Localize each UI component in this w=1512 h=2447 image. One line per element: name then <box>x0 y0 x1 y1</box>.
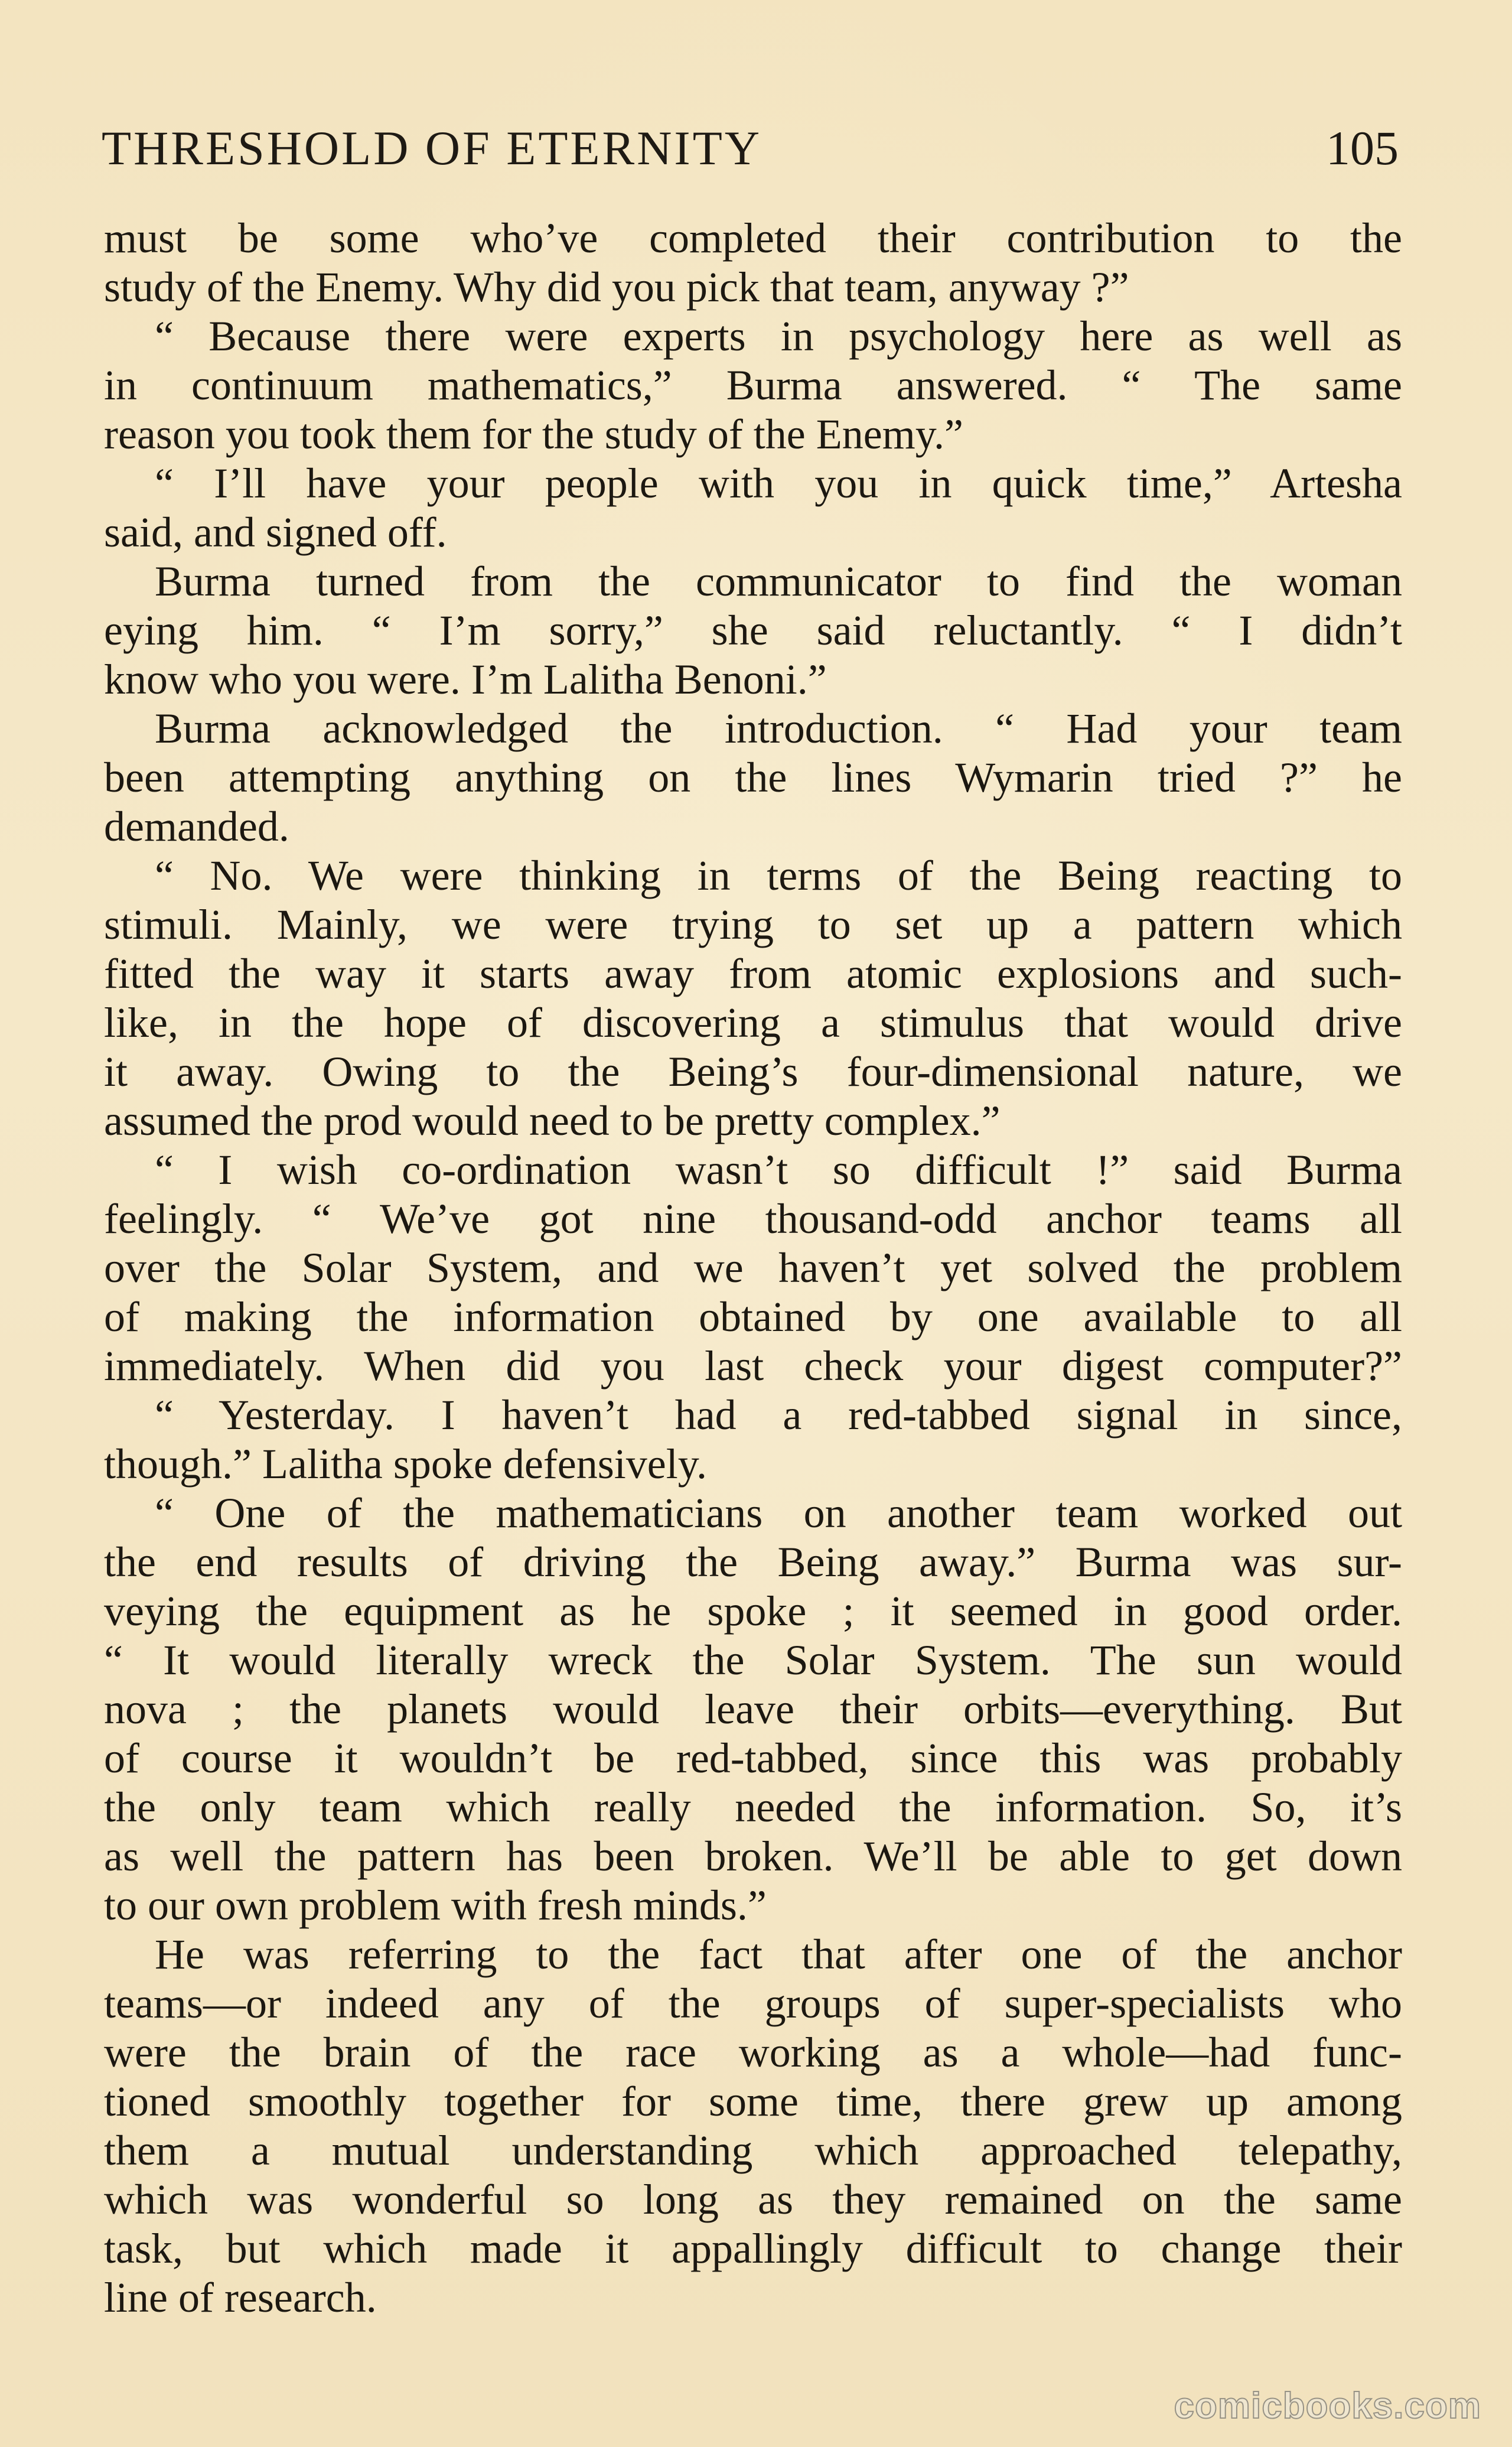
text-line: “ One of the mathematicians on another team worked out <box>155 1489 1402 1537</box>
text-line: though.” Lalitha spoke defensively. <box>104 1440 708 1488</box>
text-line: feelingly. “ We’ve got nine thousand-odd anchor teams all <box>104 1195 1402 1242</box>
text-line: been attempting anything on the lines Wymarin tried ?” he <box>104 754 1402 801</box>
text-line: fitted the way it starts away from atomic explosions and such- <box>104 950 1402 997</box>
text-line: Burma turned from the communicator to find the woman <box>155 558 1402 605</box>
text-line: to our own problem with fresh minds.” <box>104 1882 767 1929</box>
site-watermark: comicbooks.com <box>1174 2386 1481 2426</box>
text-line: “ I’ll have your people with you in quick time,” Artesha <box>155 460 1402 507</box>
text-line: line of research. <box>104 2274 377 2321</box>
text-line: demanded. <box>104 803 289 850</box>
running-title: THRESHOLD OF ETERNITY <box>102 121 762 175</box>
text-line: tioned smoothly together for some time, there grew up among <box>104 2078 1402 2125</box>
text-line: said, and signed off. <box>104 509 447 556</box>
text-line: assumed the prod would need to be pretty complex.” <box>104 1097 1001 1144</box>
text-line: them a mutual understanding which approached telepathy, <box>104 2127 1402 2174</box>
text-line: “ Because there were experts in psychology here as well as <box>155 313 1402 360</box>
text-line: know who you were. I’m Lalitha Benoni.” <box>104 656 827 703</box>
text-line: He was referring to the fact that after one of the anchor <box>155 1931 1402 1978</box>
text-line: were the brain of the race working as a whole—had func- <box>104 2029 1402 2076</box>
text-line: as well the pattern has been broken. We’ll be able to get down <box>104 1833 1402 1880</box>
text-line: task, but which made it appallingly difficult to change their <box>104 2225 1402 2272</box>
text-line: Burma acknowledged the introduction. “ Had your team <box>155 705 1402 752</box>
page-number: 105 <box>1326 121 1399 175</box>
text-line: “ Yesterday. I haven’t had a red-tabbed signal in since, <box>155 1391 1402 1439</box>
text-line: eying him. “ I’m sorry,” she said reluctantly. “ I didn’t <box>104 607 1402 654</box>
text-line: it away. Owing to the Being’s four-dimensional nature, we <box>104 1048 1402 1095</box>
text-line: immediately. When did you last check your digest computer?” <box>104 1342 1402 1390</box>
text-line: of making the information obtained by one available to all <box>104 1293 1402 1340</box>
running-head <box>102 116 1399 181</box>
text-line: stimuli. Mainly, we were trying to set up a pattern which <box>104 901 1402 948</box>
text-line: over the Solar System, and we haven’t yet solved the problem <box>104 1244 1402 1291</box>
text-line: the only team which really needed the information. So, it’s <box>104 1784 1402 1831</box>
text-line: like, in the hope of discovering a stimulus that would drive <box>104 999 1402 1046</box>
body-text <box>104 214 1402 2322</box>
text-line: teams—or indeed any of the groups of super-specialists who <box>104 1980 1402 2027</box>
text-line: “ I wish co-ordination wasn’t so difficult !” said Burma <box>155 1146 1402 1193</box>
text-line: reason you took them for the study of the Enemy.” <box>104 411 963 458</box>
text-line: study of the Enemy. Why did you pick that team, anyway ?” <box>104 263 1129 311</box>
text-line: “ It would literally wreck the Solar System. The sun would <box>104 1636 1402 1684</box>
text-line: “ No. We were thinking in terms of the Being reacting to <box>155 852 1402 899</box>
text-line: of course it wouldn’t be red-tabbed, since this was probably <box>104 1735 1402 1782</box>
text-line: in continuum mathematics,” Burma answered. “ The same <box>104 362 1402 409</box>
text-line: nova ; the planets would leave their orbits—everything. But <box>104 1685 1402 1733</box>
text-line: veying the equipment as he spoke ; it seemed in good order. <box>104 1587 1402 1635</box>
text-line: the end results of driving the Being away.” Burma was sur- <box>104 1538 1402 1586</box>
text-line: which was wonderful so long as they remained on the same <box>104 2176 1402 2223</box>
text-line: must be some who’ve completed their contribution to the <box>104 214 1402 262</box>
